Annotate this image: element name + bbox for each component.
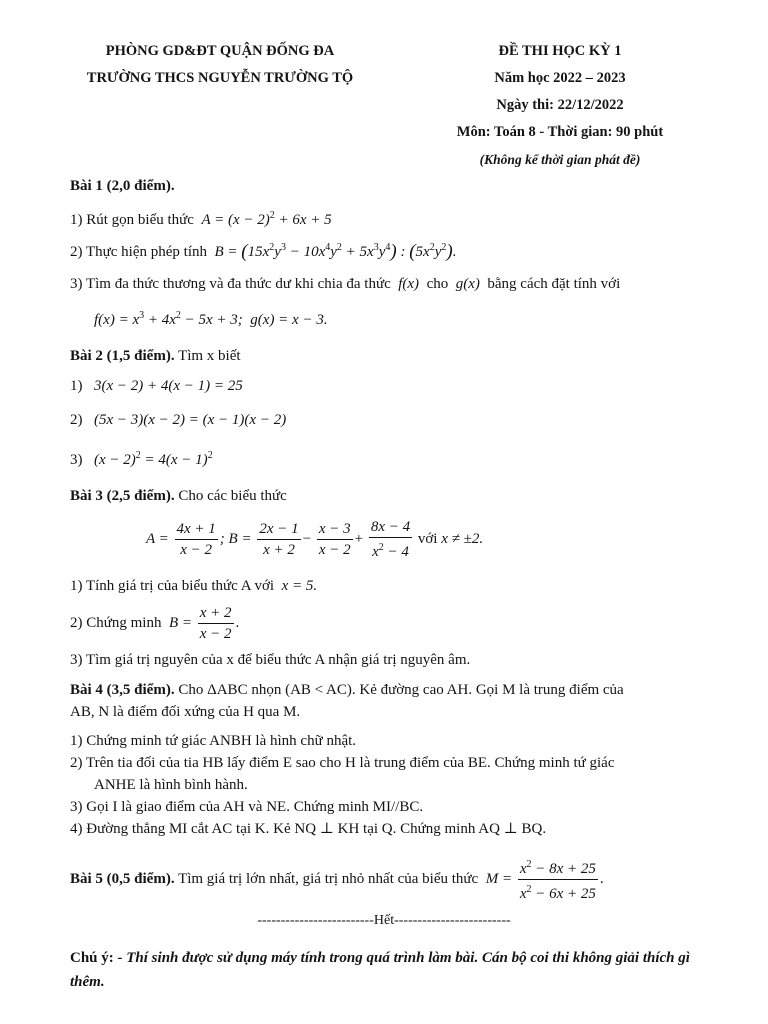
bai1-q1-text: 1) Rút gọn biểu thức (70, 212, 194, 228)
department-name: PHÒNG GD&ĐT QUẬN ĐỐNG ĐA (105, 43, 335, 59)
time-note: (Không kể thời gian phát đề) (479, 152, 641, 167)
subject-time: Môn: Toán 8 - Thời gian: 90 phút (456, 124, 664, 140)
bai3-q1-formula: x = 5. (277, 578, 318, 594)
note-label: Chú ý: (70, 950, 114, 966)
bai2-title-line (70, 346, 241, 366)
bai4-line2: AB, N là điểm đối xứng của H qua M. (70, 704, 301, 720)
bai4-q1: 1) Chứng minh tứ giác ANBH là hình chữ nhật. (70, 733, 357, 749)
bai5-formula: M = (481, 870, 513, 887)
note-text: - Thí sinh được sử dụng máy tính trong quá trình làm bài. Cán bộ coi thi không giải thích gì thêm. (70, 950, 690, 990)
bai1-q3-mid: cho (426, 276, 449, 292)
bai4-q3: 3) Gọi I là giao điểm của AH và NE. Chứng minh MI//BC. (70, 799, 424, 815)
bai1-q2 (70, 238, 456, 262)
bai4-q2a: 2) Trên tia đối của tia HB lấy điểm E sao cho H là trung điểm của BE. Chứng minh tứ giác (70, 755, 615, 771)
bai1-q2-text: 2) Thực hiện phép tính (70, 244, 207, 260)
bai3-q3: 3) Tìm giá trị nguyên của x để biểu thức A nhận giá trị nguyên âm. (70, 652, 471, 668)
bai2-q2-formula: (5x − 3)(x − 2) = (x − 1)(x − 2) (94, 412, 287, 428)
bai3-expressions: A = $\frac{4x + 1}{x - 2}$ ; B = $\frac{2x - 1}{x + 2}$ − $\frac{x - 3}{x - 2}$ + $\frac{8x - 4}{x^2 - 4}$ với x ≠ ±2. (146, 519, 484, 560)
school-name: TRƯỜNG THCS NGUYỄN TRƯỜNG TỘ (86, 70, 354, 86)
bai2-q3-formula: $(x - 2)^2 = 4(x - 1)^2$ (94, 450, 213, 468)
bai3-q2: 2) Chứng minh B = $\frac{x + 2}{x - 2}$ . (70, 605, 240, 642)
bai1-q1-formula: $A = (x - 2)^2 + 6x + 5$ (197, 210, 332, 228)
bai2-title-rest: Tìm x biết (178, 348, 241, 364)
bai1-q2-formula: $B = (15x^2y^3 - 10x^4y^2 + 5x^3y^4)$ : $(5x^2y^2)$. (210, 241, 457, 262)
end-marker: -------------------------Hết------------------------- (257, 913, 511, 928)
bai1-q3-gx: g(x) (451, 276, 484, 292)
school-year: Năm học 2022 – 2023 (494, 70, 626, 86)
bai3-cond: x ≠ ±2. (441, 530, 484, 547)
bai3-frac-b3: $\frac{8x - 4}{x^2 - 4}$ (370, 519, 411, 560)
bai3-frac-b2: $\frac{x - 3}{x - 2}$ (318, 521, 351, 558)
bai2-title: Bài 2 (1,5 điểm). (70, 348, 175, 364)
exam-date: Ngày thi: 22/12/2022 (496, 97, 624, 113)
exam-title: ĐỀ THI HỌC KỲ 1 (498, 43, 622, 59)
bai5-frac: $\frac{x^2 - 8x + 25}{x^2 - 6x + 25}$ (518, 856, 598, 903)
bai5-line: Bài 5 (0,5 điểm). Tìm giá trị lớn nhất, giá trị nhỏ nhất của biểu thức M = $\frac{x^2 - 8x + 25}{x^2 - 6x + 25}$ . (70, 856, 604, 903)
bai1-q3-formula: $f(x) = x^3 + 4x^2 - 5x + 3$; g(x) = x − 3. (94, 310, 328, 328)
bai3-q2-text: 2) Chứng minh (70, 614, 162, 631)
bai2-q2-num: 2) (70, 412, 83, 428)
bai2-q2 (70, 410, 286, 430)
bai2-q3-num: 3) (70, 452, 83, 468)
bai2-q1-num: 1) (70, 378, 83, 394)
bai3-q2-frac: $\frac{x + 2}{x - 2}$ (199, 605, 232, 642)
bai3-q1-text: 1) Tính giá trị của biểu thức A với (70, 578, 275, 594)
header-left (70, 38, 370, 92)
bai1-q3-fx: f(x) (394, 276, 423, 292)
note (70, 946, 710, 994)
bai3-title: Bài 3 (2,5 điểm). (70, 488, 175, 504)
bai1-q3-text: 3) Tìm đa thức thương và đa thức dư khi chia đa thức (70, 276, 391, 292)
bai1-q3-end: bằng cách đặt tính với (487, 276, 621, 292)
bai4-q4: 4) Đường thẳng MI cắt AC tại K. Kẻ NQ ⊥ KH tại Q. Chứng minh AQ ⊥ BQ. (70, 821, 547, 837)
bai3-frac-b1: $\frac{2x - 1}{x + 2}$ (259, 521, 299, 558)
bai3-q2-formula: B = (165, 614, 193, 631)
bai2-q1 (70, 376, 243, 396)
bai4-line1 (70, 680, 624, 700)
bai3-frac-a: $\frac{4x + 1}{x - 2}$ (176, 521, 216, 558)
bai2-q1-formula: 3(x − 2) + 4(x − 1) = 25 (94, 378, 243, 394)
bai4-q2b: ANHE là hình bình hành. (94, 777, 248, 793)
bai4-line1-text: Cho ΔABC nhọn (AB < AC). Kẻ đường cao AH. Gọi M là trung điểm của (178, 682, 624, 698)
bai3-title-rest: Cho các biểu thức (178, 488, 287, 504)
bai4-title: Bài 4 (3,5 điểm). (70, 682, 175, 698)
bai5-title: Bài 5 (0,5 điểm). (70, 870, 175, 887)
bai3-cond-text: với (417, 530, 438, 547)
bai3-title-line (70, 486, 287, 506)
bai3-q1 (70, 576, 317, 596)
bai2-q3 (70, 446, 213, 470)
bai5-text: Tìm giá trị lớn nhất, giá trị nhỏ nhất của biểu thức (178, 870, 479, 887)
header-right (410, 38, 710, 173)
bai1-title: Bài 1 (2,0 điểm). (70, 178, 175, 194)
bai1-q3 (70, 274, 620, 294)
bai1-q1 (70, 206, 332, 230)
bai3-expr-a: A = (146, 530, 169, 547)
